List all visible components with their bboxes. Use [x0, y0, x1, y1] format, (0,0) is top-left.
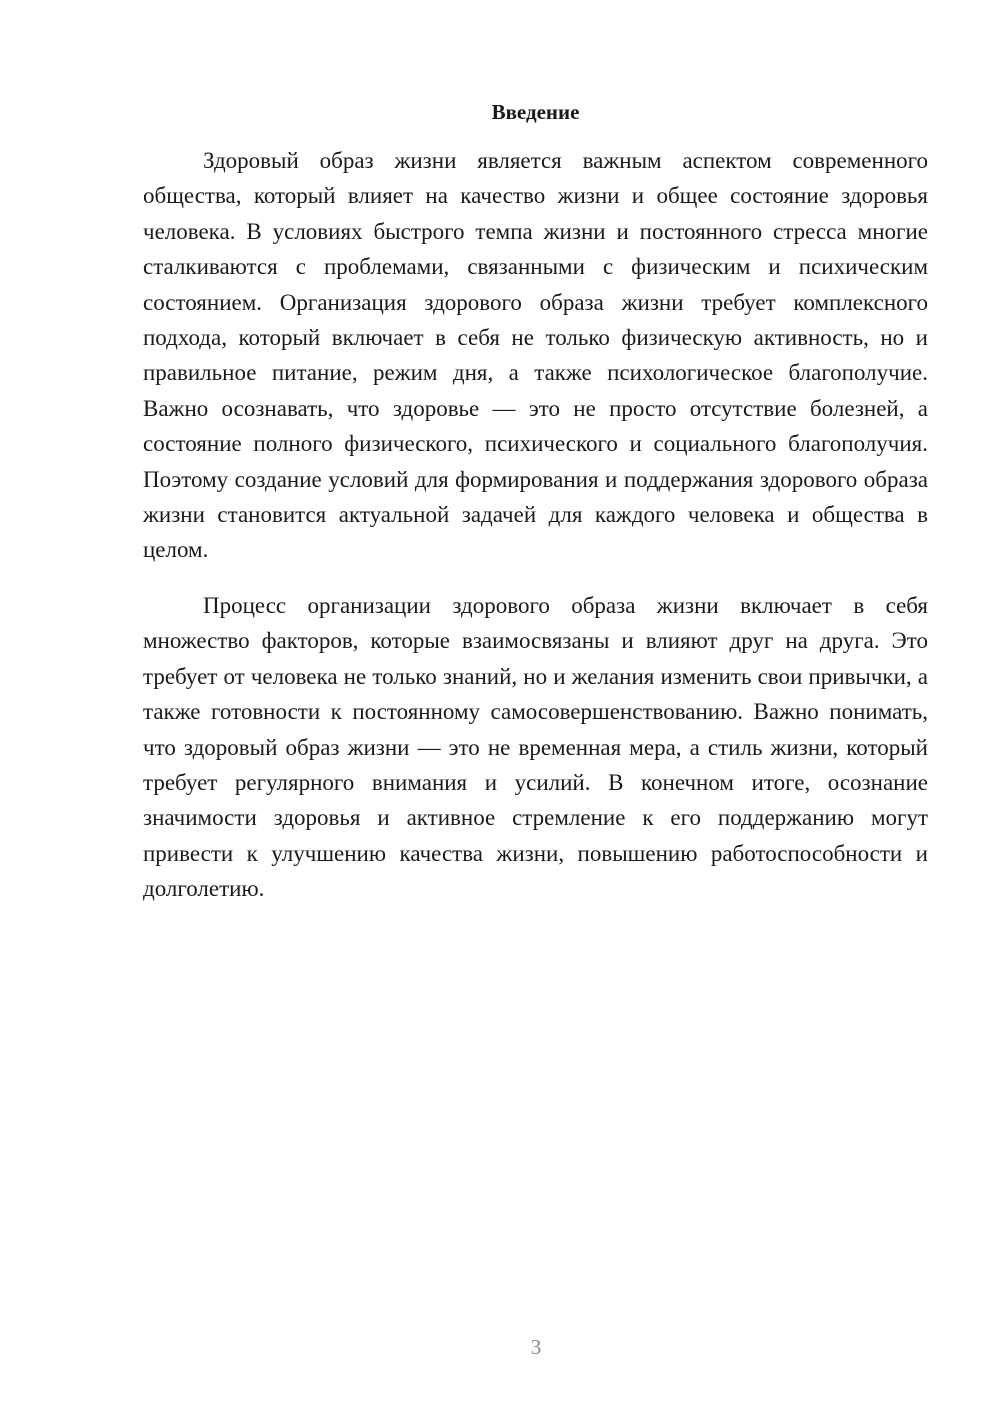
section-heading: Введение [491, 100, 580, 124]
page-content [143, 96, 928, 907]
paragraph-2: Процесс организации здорового образа жизни включает в себя множество факторов, которые взаимосвязаны и влияют друг на друга. Это требует от человека не только знаний, но и желания изменить свои привычки, а также готовности к постоянному самосовершенствованию. Важно понимать, что здоровый образ жизни — это не временная мера, а стиль жизни, который требует регулярного внимания и усилий. В конечном итоге, осознание значимости здоровья и активное стремление к его поддержанию могут привести к улучшению качества жизни, повышению работоспособности и долголетию. [143, 592, 928, 902]
paragraph-1: Здоровый образ жизни является важным аспектом современного общества, который влияет на качество жизни и общее состояние здоровья человека. В условиях быстрого темпа жизни и постоянного стресса многие сталкиваются с проблемами, связанными с физическим и психическим состоянием. Организация здорового образа жизни требует комплексного подхода, который включает в себя не только физическую активность, но и правильное питание, режим дня, а также психологическое благополучие. Важно осознавать, что здоровье — это не просто отсутствие болезней, а состояние полного физического, психического и социального благополучия. Поэтому создание условий для формирования и поддержания здорового образа жизни становится актуальной задачей для каждого человека и общества в целом. [143, 148, 928, 563]
page-number: 3 [530, 1335, 542, 1359]
